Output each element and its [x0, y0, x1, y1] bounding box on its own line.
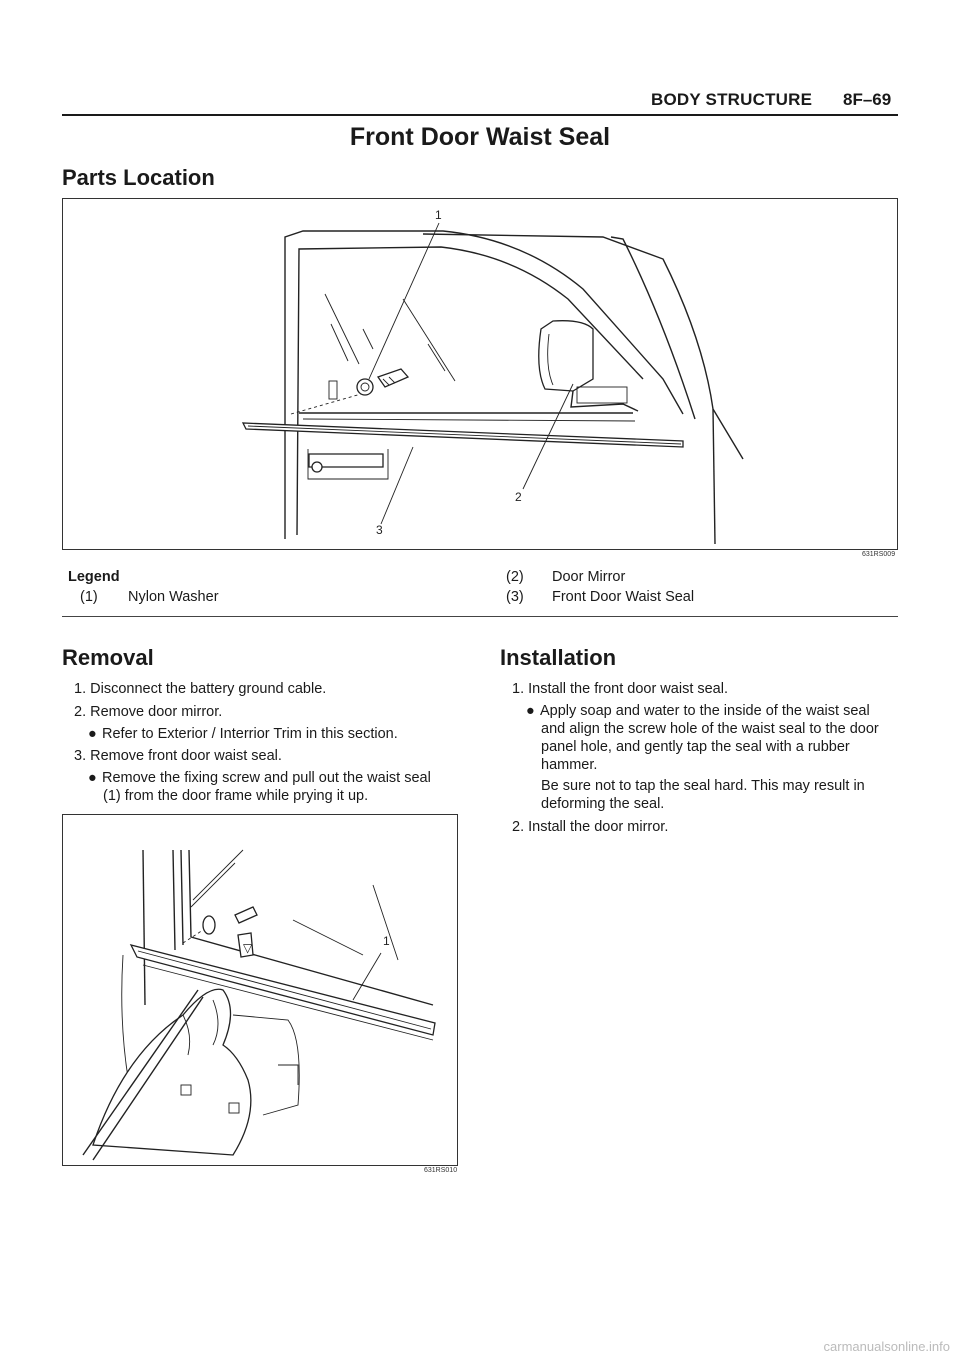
callout-3: 3	[376, 523, 383, 537]
installation-bullet-line-4: hammer.	[541, 757, 598, 773]
header-section-title: BODY STRUCTURE	[651, 90, 813, 109]
callout-1: 1	[435, 208, 442, 222]
svg-text:▽: ▽	[243, 941, 253, 955]
removal-bullet-1: ● Refer to Exterior / Interrior Trim in this section.	[88, 726, 398, 742]
installation-bullet-line-1: ● Apply soap and water to the inside of the waist seal	[526, 703, 870, 719]
installation-bullet-line-3: panel hole, and gently tap the seal with a rubber	[541, 739, 850, 755]
installation-step-2: 2. Install the door mirror.	[512, 819, 669, 835]
waist-seal-removal-illustration	[63, 815, 457, 1165]
callout-1-removal: 1	[383, 934, 390, 948]
figure-code-2: 631RS010	[424, 1167, 458, 1174]
removal-step-1: 1. Disconnect the battery ground cable.	[74, 681, 327, 697]
figure-code-1: 631RS009	[862, 551, 896, 558]
removal-bullet-2-cont: (1) from the door frame while prying it up.	[103, 788, 369, 804]
header-page-number: 8F–69	[843, 90, 892, 109]
legend-item-1-num: (1)	[80, 589, 98, 605]
removal-figure	[62, 814, 458, 1166]
bullet-icon: ●	[88, 726, 97, 742]
bullet-icon: ●	[526, 703, 535, 719]
door-illustration	[63, 199, 897, 549]
legend-divider	[62, 616, 898, 617]
parts-location-figure	[62, 198, 898, 550]
removal-step-3: 3. Remove front door waist seal.	[74, 748, 282, 764]
legend-item-1-text: Nylon Washer	[128, 589, 219, 605]
legend-item-2-num: (2)	[506, 569, 524, 585]
removal-bullet-2: ● Remove the fixing screw and pull out the waist seal	[88, 770, 431, 786]
header-divider	[62, 114, 898, 116]
installation-note-line-2: deforming the seal.	[541, 796, 665, 812]
removal-step-2: 2. Remove door mirror.	[74, 704, 223, 720]
legend-item-2-text: Door Mirror	[552, 569, 626, 585]
legend-item-3-text: Front Door Waist Seal	[552, 589, 695, 605]
installation-step-1: 1. Install the front door waist seal.	[512, 681, 728, 697]
removal-heading: Removal	[62, 645, 154, 670]
parts-location-heading: Parts Location	[62, 165, 215, 190]
callout-2: 2	[515, 490, 522, 504]
installation-note-line-1: Be sure not to tap the seal hard. This may result in	[541, 778, 865, 794]
installation-heading: Installation	[500, 645, 617, 670]
page-title: Front Door Waist Seal	[349, 123, 611, 151]
legend-label: Legend	[68, 569, 120, 585]
bullet-icon: ●	[88, 770, 97, 786]
installation-bullet-line-2: and align the screw hole of the waist seal to the door	[541, 721, 879, 737]
legend-item-3-num: (3)	[506, 589, 524, 605]
footer-watermark: carmanualsonline.info	[823, 1339, 950, 1354]
